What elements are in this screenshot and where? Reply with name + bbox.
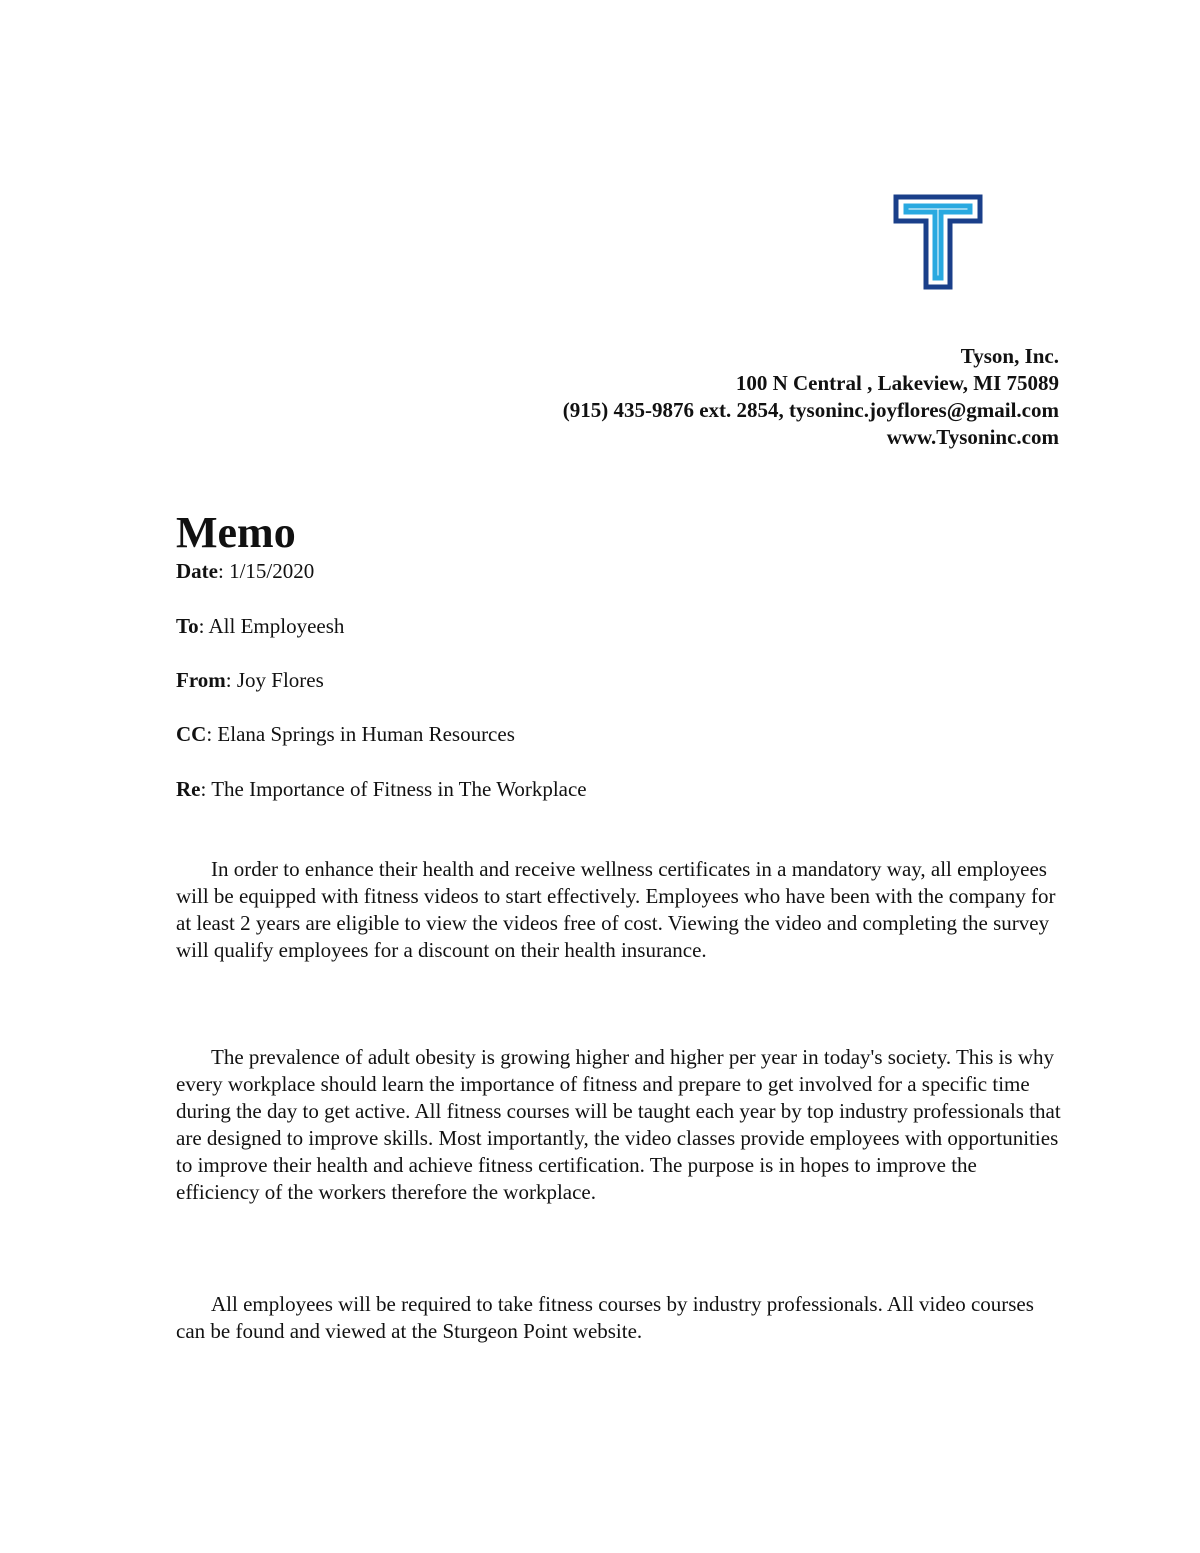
cc-value: : Elana Springs in Human Resources bbox=[206, 722, 515, 746]
date-label: Date bbox=[176, 559, 218, 583]
letterhead bbox=[563, 343, 1059, 451]
cc-label: CC bbox=[176, 722, 207, 746]
from-label: From bbox=[176, 668, 226, 692]
body-paragraph: In order to enhance their health and receive wellness certificates in a mandatory way, all employees will be equipped with fitness videos to start effectively. Employees who have been with the company for at least 2 years are eligible to view the videos free of cost. Viewing the video and completing the survey will qualify employees for a discount on their health insurance. bbox=[176, 857, 1056, 963]
memo-title: Memo bbox=[176, 508, 296, 557]
re-label: Re bbox=[176, 777, 201, 801]
memo-from bbox=[176, 667, 324, 694]
tyson-t-logo-icon bbox=[893, 194, 983, 290]
to-value: : All Employeesh bbox=[198, 614, 345, 638]
memo-date bbox=[176, 558, 314, 585]
company-contact: (915) 435-9876 ext. 2854, tysoninc.joyflores@gmail.com bbox=[562, 398, 1059, 422]
re-value: : The Importance of Fitness in The Workplace bbox=[200, 777, 587, 801]
company-website: www.Tysoninc.com bbox=[886, 425, 1059, 449]
to-label: To bbox=[176, 614, 199, 638]
memo-cc bbox=[176, 721, 515, 748]
memo-to bbox=[176, 613, 344, 640]
date-value: : 1/15/2020 bbox=[217, 559, 315, 583]
from-value: : Joy Flores bbox=[225, 668, 324, 692]
company-address: 100 N Central , Lakeview, MI 75089 bbox=[735, 371, 1059, 395]
memo-re bbox=[176, 776, 587, 803]
company-name: Tyson, Inc. bbox=[960, 344, 1059, 368]
body-paragraph: All employees will be required to take fitness courses by industry professionals. All video courses can be found and viewed at the Sturgeon Point website. bbox=[176, 1292, 1034, 1344]
body-paragraph: The prevalence of adult obesity is growing higher and higher per year in today's society. This is why every workplace should learn the importance of fitness and prepare to get involved for a specific time during the day to get active. All fitness courses will be taught each year by top industry professionals that are designed to improve skills. Most importantly, the video classes provide employees with opportunities to improve their health and achieve fitness certification. The purpose is in hopes to improve the efficiency of the workers therefore the workplace. bbox=[176, 1045, 1061, 1205]
